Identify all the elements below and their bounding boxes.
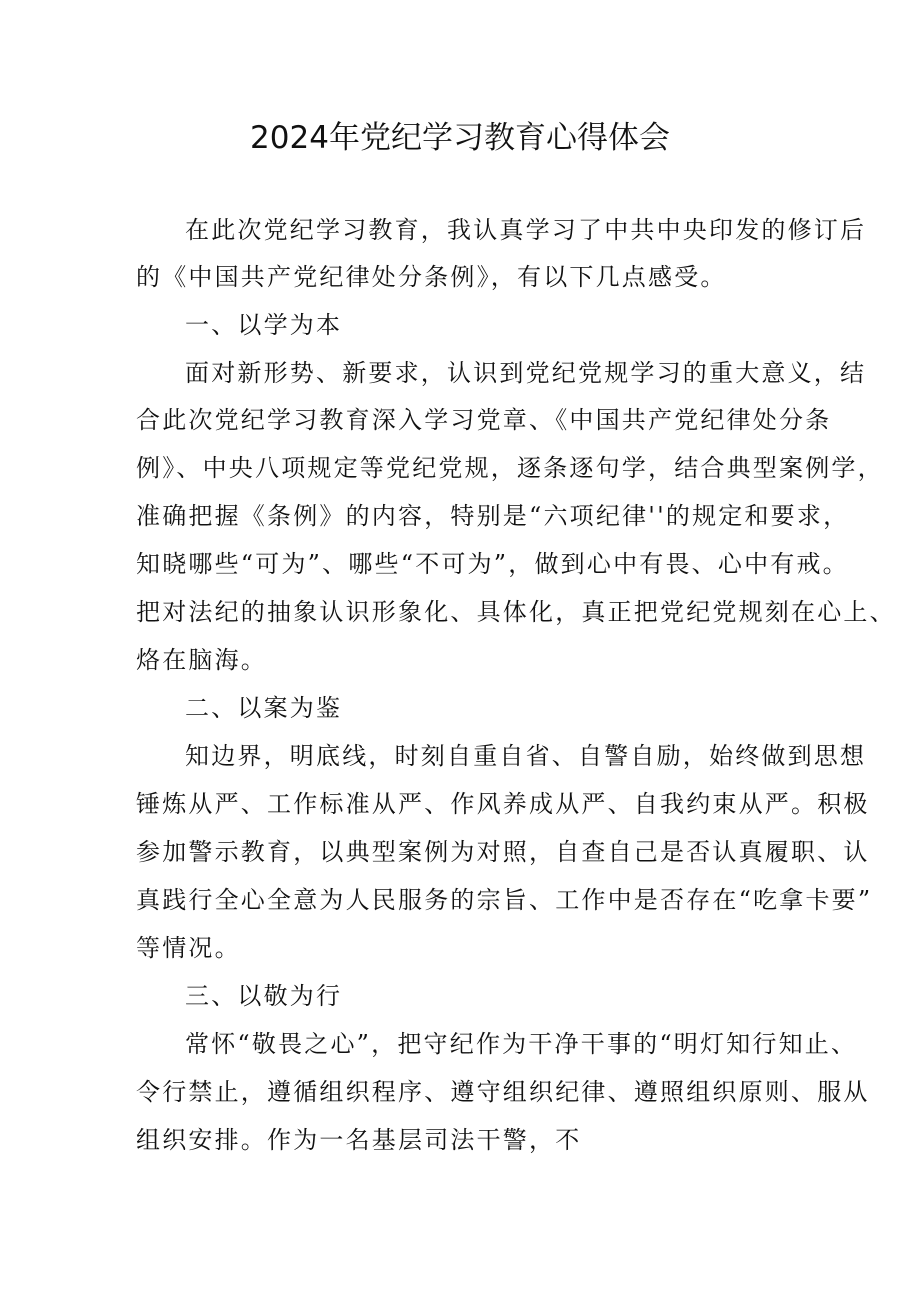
paragraph-line: 锤炼从严、工作标准从严、作风养成从严、自我约束从严。积极 <box>136 790 870 818</box>
paragraph-line: 例》、中央八项规定等党纪党规，逐条逐句学，结合典型案例学， <box>136 454 884 482</box>
paragraph-line: 组织安排。作为一名基层司法干警，不 <box>136 1126 582 1154</box>
document-title: 2024年党纪学习教育心得体会 <box>250 120 670 156</box>
paragraph-line: 准确把握《条例》的内容，特别是“六项纪律''的规定和要求， <box>136 502 850 530</box>
paragraph-line: 把对法纪的抽象认识形象化、具体化，真正把党纪党规刻在心上、 <box>136 598 896 626</box>
paragraph-line: 的《中国共产党纪律处分条例》，有以下几点感受。 <box>136 263 727 291</box>
paragraph-line: 面对新形势、新要求，认识到党纪党规学习的重大意义，结 <box>185 359 867 387</box>
paragraph-line: 在此次党纪学习教育，我认真学习了中共中央印发的修订后 <box>185 216 867 244</box>
paragraph-line: 参加警示教育，以典型案例为对照，自查自己是否认真履职、认 <box>136 838 870 866</box>
paragraph-line: 等情况。 <box>136 934 241 962</box>
paragraph-line: 令行禁止，遵循组织程序、遵守组织纪律、遵照组织原则、服从 <box>136 1078 870 1106</box>
section-heading: 二、以案为鉴 <box>185 694 343 722</box>
paragraph-line: 合此次党纪学习教育深入学习党章、《中国共产党纪律处分条 <box>136 406 832 434</box>
section-heading: 三、以敬为行 <box>185 982 343 1010</box>
paragraph-line: 烙在脑海。 <box>136 646 267 674</box>
paragraph-line: 知边界，明底线，时刻自重自省、自警自励，始终做到思想 <box>185 742 867 770</box>
paragraph-line: 真践行全心全意为人民服务的宗旨、工作中是否存在“吃拿卡要” <box>136 886 873 914</box>
paragraph-line: 常怀“敬畏之心”，把守纪作为干净干事的“明灯知行知止、 <box>185 1030 858 1058</box>
paragraph-line: 知晓哪些“可为”、哪些“不可为”，做到心中有畏、心中有戒。 <box>136 550 849 578</box>
section-heading: 一、以学为本 <box>185 311 343 339</box>
